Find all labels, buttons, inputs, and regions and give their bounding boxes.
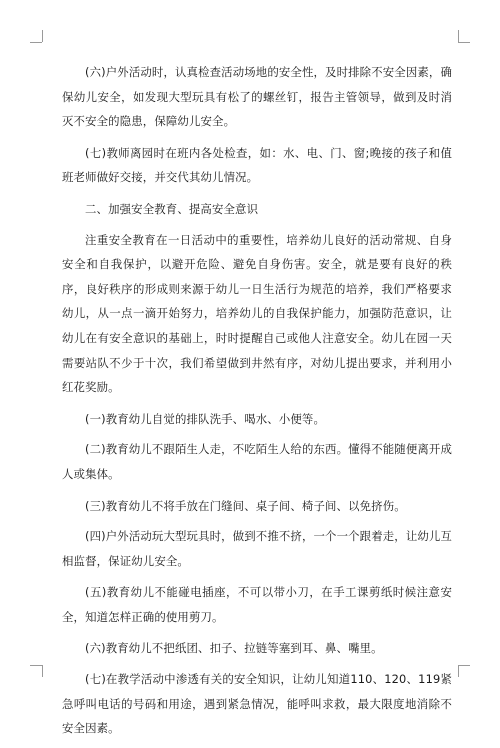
crop-mark-bottom-left-h	[30, 665, 42, 666]
crop-mark-top-left-h	[30, 42, 42, 43]
paragraph-item-1: (一)教育幼儿自觉的排队洗手、喝水、小便等。	[85, 411, 326, 426]
crop-mark-bottom-right-h	[458, 665, 470, 666]
crop-mark-top-right-h	[458, 42, 470, 43]
crop-mark-top-left-v	[42, 30, 43, 42]
paragraph-item-6: (六)教育幼儿不把纸团、扣子、拉链等塞到耳、鼻、嘴里。	[85, 641, 383, 656]
crop-mark-bottom-right-v	[458, 665, 459, 677]
paragraph-item-2: (二)教育幼儿不跟陌生人走，不吃陌生人给的东西。懂得不能随便离开成人或集体。	[62, 442, 452, 481]
document-body	[62, 60, 452, 748]
crop-mark-bottom-left-v	[42, 665, 43, 677]
crop-mark-top-right-v	[458, 30, 459, 42]
paragraph-item-5: (五)教育幼儿不能碰电插座，不可以带小刀，在手工课剪纸时候注意安全，知道怎样正确的使用剪刀。	[62, 585, 452, 624]
paragraph-safety-education: 注重安全教育在一日活动中的重要性，培养幼儿良好的活动常规、自身安全和自我保护，以避开危险、避免自身伤害。安全，就是要有良好的秩序，良好秩序的形成则来源于幼儿一日生活行为规范的培养，我们严格要求幼儿，从一点一滴开始努力，培养幼儿的自我保护能力，加强防范意识，让幼儿在有安全意识的基础上，时时提醒自己或他人注意安全。幼儿在园一天需要站队不少于十次，我们希望做到井然有序，对幼儿提出要求，并利用小红花奖励。	[62, 232, 452, 395]
paragraph-outdoor-safety: (六)户外活动时，认真检查活动场地的安全性，及时排除不安全因素，确保幼儿安全，如发现大型玩具有松了的螺丝钉，报告主管领导，做到及时消灭不安全的隐患，保障幼儿安全。	[62, 65, 452, 129]
section-heading-safety-education: 二、加强安全教育、提高安全意识	[85, 201, 259, 216]
paragraph-leaving-check: (七)教师离园时在班内各处检查，如：水、电、门、窗;晚接的孩子和值班老师做好交接，并交代其幼儿情况。	[62, 145, 452, 185]
paragraph-item-7: (七)在教学活动中渗透有关的安全知识，让幼儿知道110、120、119紧急呼叫电话的号码和用途，遇到紧急情况，能呼叫求救，最大限度地消除不安全因素。	[62, 672, 452, 736]
paragraph-item-4: (四)户外活动玩大型玩具时，做到不推不挤，一个一个跟着走，让幼儿互相监督，保证幼儿安全。	[62, 529, 452, 568]
paragraph-item-3: (三)教育幼儿不将手放在门缝间、桌子间、椅子间、以免挤伤。	[85, 498, 406, 513]
